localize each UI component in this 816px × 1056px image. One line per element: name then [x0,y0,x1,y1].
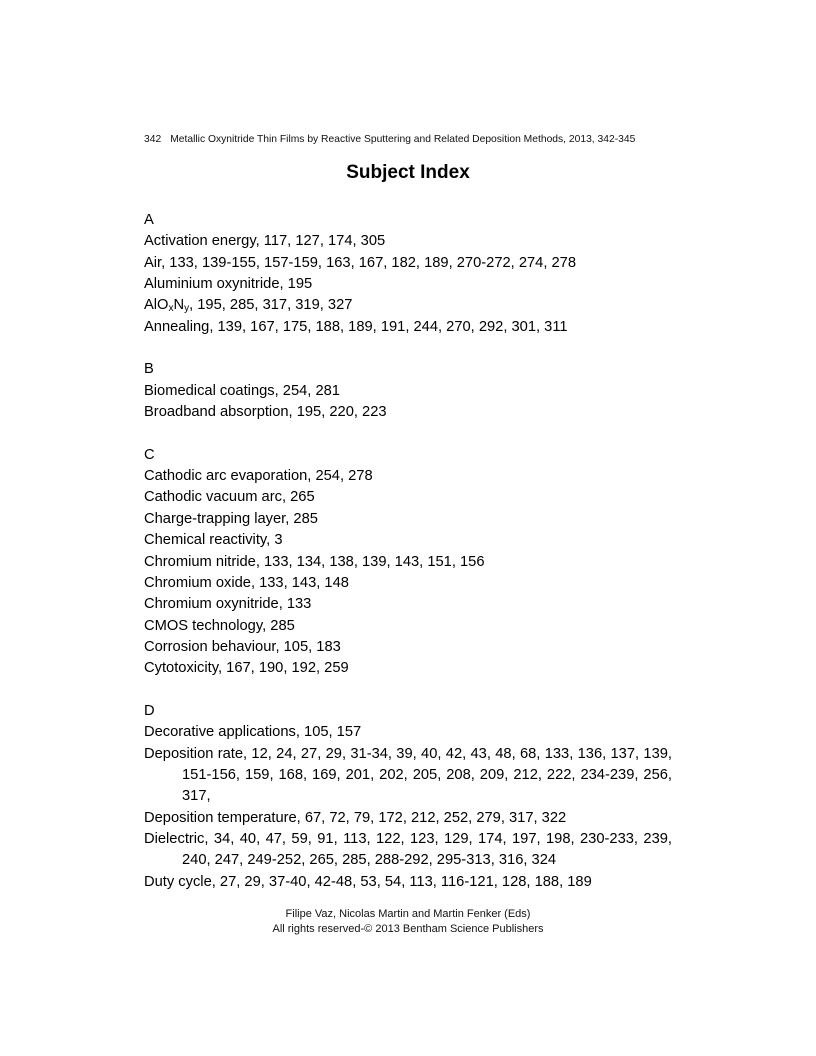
section-letter: B [144,361,154,378]
section-letter: D [144,702,155,719]
index-entry [144,295,672,316]
entry-term: Deposition temperature [144,809,297,826]
index-entry [144,274,672,295]
index-entry [144,722,672,743]
footer-editors: Filipe Vaz, Nicolas Martin and Martin Fenker (Eds) [285,908,531,920]
entry-term: Deposition rate [144,745,244,762]
entry-pages: , 133 [278,596,312,613]
index-entry [144,253,672,274]
entry-term: Cathodic arc evaporation [144,468,308,485]
entry-term: Chromium nitride [144,553,256,570]
index-entry [144,872,672,893]
entry-term: Chromium oxynitride [144,596,279,613]
index-entry [144,616,672,637]
entry-pages: , 105, 157 [295,724,362,741]
index-entry [144,552,672,573]
entry-term: Aluminium oxynitride [144,276,280,293]
running-header [144,133,672,146]
entry-pages: , 34, 40, 47, 59, 91, 113, 122, 123, 129, 174, 197, 198, 230-233, 239, 240, 247, 249-252, 265, 285, 288-292, 295-313, 316, 324 [182,830,672,869]
index-entry [144,573,672,594]
index-section-c [144,445,672,680]
entry-term: Charge-trapping layer [144,510,286,527]
entry-term: Chemical reactivity [144,532,267,549]
entry-pages: , 285 [262,617,295,634]
entry-pages: , 133, 139-155, 157-159, 163, 167, 182, 189, 270-272, 274, 278 [161,254,576,271]
entry-term: Broadband absorption [144,404,289,421]
entry-term: Biomedical coatings [144,382,275,399]
entry-pages: , 254, 281 [274,382,340,399]
entry-term: Corrosion behaviour [144,638,276,655]
entry-term: Cathodic vacuum arc [144,489,282,506]
entry-pages: , 195, 220, 223 [288,404,387,421]
entry-pages: , 105, 183 [275,638,341,655]
page-title: Subject Index [346,162,470,183]
index-entry [144,317,672,338]
entry-pages: , 117, 127, 174, 305 [255,233,386,250]
entry-pages: , 3 [266,532,283,549]
running-title: Metallic Oxynitride Thin Films by Reactive Sputtering and Related Deposition Methods, 2013, 342-345 [170,134,636,145]
entry-pages: , 12, 24, 27, 29, 31-34, 39, 40, 42, 43, 48, 68, 133, 136, 137, 139, 151-156, 159, 168, 169, 201, 202, 205, 208, 209, 212, 222, 234-239, 256, 317, [182,745,672,805]
entry-term: Dielectric [144,830,205,847]
entry-term: Duty cycle [144,873,212,890]
entry-pages: , 139, 167, 175, 188, 189, 191, 244, 270, 292, 301, 311 [209,318,568,335]
index-entry [144,530,672,551]
index-entry [144,509,672,530]
page-footer [144,907,672,936]
index-entry [144,808,672,829]
index-body [144,210,672,893]
index-section-b [144,359,672,423]
entry-term: $AlO_xN_y$ [144,297,190,315]
entry-pages: , 67, 72, 79, 172, 212, 252, 279, 317, 322 [296,809,567,826]
entry-pages: , 254, 278 [307,468,373,485]
entry-pages: , 285 [285,510,318,527]
index-entry [144,487,672,508]
page-number: 342 [144,134,162,145]
index-entry [144,231,672,252]
entry-term: Activation energy [144,233,256,250]
entry-pages: , 195 [279,276,313,293]
index-entry [144,466,672,487]
index-section-a [144,210,672,338]
entry-pages: , 133, 134, 138, 139, 143, 151, 156 [255,553,485,570]
index-entry [144,637,672,658]
section-letter: C [144,446,155,463]
index-entry [144,829,672,872]
index-entry [144,381,672,402]
entry-pages: , 195, 285, 317, 319, 327 [189,297,353,314]
entry-term: Air [144,254,162,271]
entry-pages: , 167, 190, 192, 259 [218,660,349,677]
entry-term: Decorative applications [144,724,296,741]
entry-term: Chromium oxide [144,574,251,591]
index-entry [144,744,672,808]
section-letter: A [144,212,154,228]
entry-pages: , 265 [281,489,315,506]
entry-term: Annealing [144,318,210,335]
entry-term: Cytotoxicity [144,660,218,677]
entry-pages: , 133, 143, 148 [250,574,349,591]
index-entry [144,594,672,615]
index-entry [144,402,672,423]
entry-pages: , 27, 29, 37-40, 42-48, 53, 54, 113, 116-121, 128, 188, 189 [211,873,592,890]
footer-copyright: All rights reserved-© 2013 Bentham Science Publishers [272,922,544,935]
index-entry [144,658,672,679]
entry-term: CMOS technology [144,617,263,634]
index-section-d [144,701,672,893]
